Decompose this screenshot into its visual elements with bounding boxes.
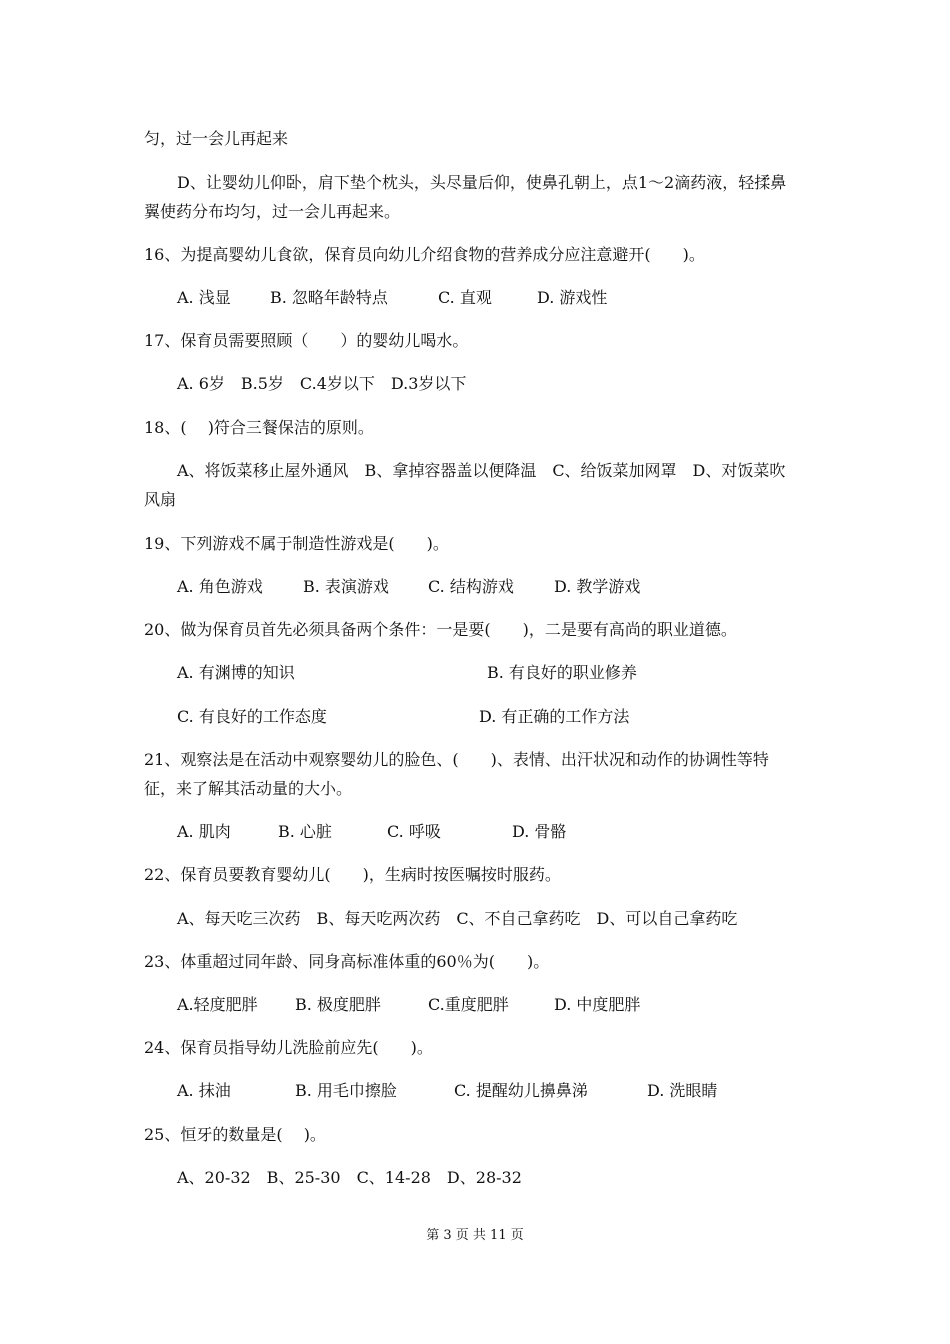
option-23-c: C.重度肥胖 bbox=[428, 995, 509, 1014]
question-22: 22、保育员要教育婴幼儿( )，生病时按医嘱按时服药。 bbox=[144, 865, 561, 884]
option-24-b: B. 用毛巾擦脸 bbox=[295, 1081, 397, 1100]
text-line: 匀，过一会儿再起来 bbox=[144, 129, 289, 148]
option-23-d: D. 中度肥胖 bbox=[554, 995, 641, 1014]
option-23-b: B. 极度肥胖 bbox=[295, 995, 381, 1014]
options-25: A、20-32 B、25-30 C、14-28 D、28-32 bbox=[177, 1168, 522, 1187]
text-line: 翼使药分布均匀，过一会儿再起来。 bbox=[144, 202, 401, 221]
option-21-b: B. 心脏 bbox=[278, 822, 332, 841]
option-19-d: D. 教学游戏 bbox=[554, 577, 641, 596]
question-16: 16、为提高婴幼儿食欲，保育员向幼儿介绍食物的营养成分应注意避开( )。 bbox=[144, 245, 705, 264]
option-16-d: D. 游戏性 bbox=[537, 288, 608, 307]
option-19-b: B. 表演游戏 bbox=[303, 577, 389, 596]
option-21-d: D. 骨骼 bbox=[512, 822, 567, 841]
options-18: A、将饭菜移止屋外通风 B、拿掉容器盖以便降温 C、给饭菜加网罩 D、对饭菜吹 bbox=[177, 461, 786, 480]
option-21-c: C. 呼吸 bbox=[387, 822, 441, 841]
option-23-a: A.轻度肥胖 bbox=[177, 995, 258, 1014]
option-20-a: A. 有渊博的知识 bbox=[177, 663, 295, 682]
question-21: 21、观察法是在活动中观察婴幼儿的脸色、( )、表情、出汗状况和动作的协调性等特 bbox=[144, 750, 769, 769]
option-19-c: C. 结构游戏 bbox=[428, 577, 514, 596]
option-16-c: C. 直观 bbox=[438, 288, 492, 307]
option-24-c: C. 提醒幼儿擤鼻涕 bbox=[454, 1081, 588, 1100]
option-20-d: D. 有正确的工作方法 bbox=[479, 707, 630, 726]
option-21-a: A. 肌肉 bbox=[177, 822, 231, 841]
question-19: 19、下列游戏不属于制造性游戏是( )。 bbox=[144, 534, 449, 553]
option-20-b: B. 有良好的职业修养 bbox=[487, 663, 637, 682]
page-footer: 第 3 页 共 11 页 bbox=[426, 1228, 524, 1243]
text-line: 征，来了解其活动量的大小。 bbox=[144, 779, 353, 798]
question-20: 20、做为保育员首先必须具备两个条件：一是要( )，二是要有高尚的职业道德。 bbox=[144, 620, 737, 639]
text-line: 风扇 bbox=[144, 490, 177, 509]
option-24-a: A. 抹油 bbox=[177, 1081, 231, 1100]
question-23: 23、体重超过同年龄、同身高标准体重的60％为( )。 bbox=[144, 952, 550, 971]
option-16-a: A. 浅显 bbox=[177, 288, 231, 307]
options-17: A. 6岁 B.5岁 C.4岁以下 D.3岁以下 bbox=[177, 374, 467, 393]
question-17: 17、保育员需要照顾（ ）的婴幼儿喝水。 bbox=[144, 331, 469, 350]
text-line: D、让婴幼儿仰卧，肩下垫个枕头，头尽量后仰，使鼻孔朝上，点1～2滴药液，轻揉鼻 bbox=[177, 173, 787, 192]
question-25: 25、恒牙的数量是( )。 bbox=[144, 1125, 326, 1144]
question-18: 18、( )符合三餐保洁的原则。 bbox=[144, 418, 374, 437]
option-20-c: C. 有良好的工作态度 bbox=[177, 707, 327, 726]
option-24-d: D. 洗眼睛 bbox=[647, 1081, 718, 1100]
option-19-a: A. 角色游戏 bbox=[177, 577, 263, 596]
question-24: 24、保育员指导幼儿洗脸前应先( )。 bbox=[144, 1038, 433, 1057]
option-16-b: B. 忽略年龄特点 bbox=[270, 288, 388, 307]
options-22: A、每天吃三次药 B、每天吃两次药 C、不自己拿药吃 D、可以自己拿药吃 bbox=[177, 909, 738, 928]
